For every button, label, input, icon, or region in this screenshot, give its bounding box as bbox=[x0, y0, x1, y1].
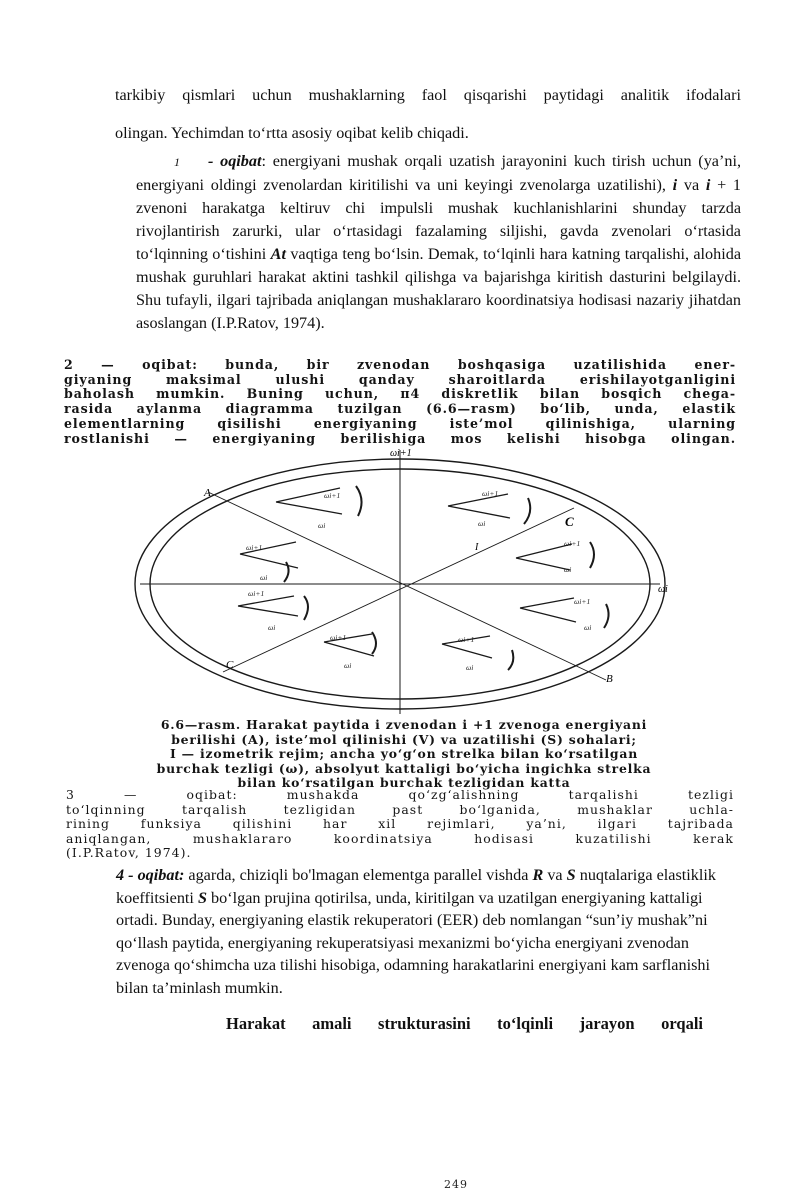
consequence-2-scan-text bbox=[64, 358, 736, 446]
var-r: R bbox=[532, 866, 544, 884]
omega-label: ωi bbox=[268, 623, 276, 632]
region-c-bottom-label: C bbox=[226, 659, 234, 671]
scan-line: to‘lqinning tarqalish tezligidan past bo‘lganida, mushaklar uchla- bbox=[66, 801, 734, 817]
omega-label: ωi+1 bbox=[248, 589, 265, 598]
consequence-4-label: 4 - oqibat: bbox=[116, 866, 185, 884]
omega-label: ωi bbox=[466, 663, 474, 672]
omega-label: ωi bbox=[478, 519, 486, 528]
word-va: va bbox=[547, 866, 563, 884]
scan-line: aniqlangan, mushaklararo koordinatsiya hodisasi kuzatilishi kerak bbox=[66, 830, 734, 846]
consequence-1-paragraph bbox=[136, 150, 741, 335]
consequence-4-text-a: agarda, chiziqli bo'lmagan elementga parallel vishda bbox=[188, 866, 529, 884]
consequence-3-scan-text bbox=[66, 788, 734, 861]
region-i-label: I bbox=[475, 542, 479, 553]
consequence-1-text-b: + 1 zvenoni harakatga keltiruv chi impulsli mushak kuchlanishlarini shunday tarzda rivojlantirish zarurki, ular o‘rtasidagi fazalaming siljishi, gavda zvenolari o‘rtasida to‘lqinning o‘tishini bbox=[136, 176, 741, 263]
consequence-4-paragraph bbox=[116, 864, 740, 999]
var-i: i bbox=[705, 176, 711, 194]
consequence-1-number: 1 bbox=[174, 155, 180, 169]
intro-paragraph bbox=[115, 76, 741, 152]
scan-line: 2 — oqibat: bunda, bir zvenodan boshqasiga uzatilishida ener- bbox=[64, 357, 736, 372]
var-s: S bbox=[566, 866, 576, 884]
diagonal-2 bbox=[223, 508, 574, 672]
caption-line: I — izometrik rejim; ancha yo‘g‘on strelka bilan ko‘rsatilgan bbox=[169, 746, 639, 761]
caption-line: berilishi (A), iste’mol qilinishi (V) va uzatilishi (S) sohalari; bbox=[171, 731, 637, 747]
consequence-1-text-a: : energiyani mushak orqali uzatish jarayonini kuch tirish uchun (ya’ni, energiyani oldingi zvenolardan kiritilishi va uni keyingi zvenolarga uzatilishi), bbox=[136, 152, 741, 194]
region-a-label: A bbox=[204, 487, 211, 499]
region-b-label: B bbox=[606, 673, 613, 685]
page-number: 249 bbox=[444, 1178, 468, 1191]
scan-line: rining funksiya qilishini har xil rejimlari, ya’ni, ilgari tajribada bbox=[66, 816, 734, 832]
omega-label: ωi bbox=[564, 565, 572, 574]
word-va: va bbox=[683, 176, 700, 194]
omega-label: ωi+1 bbox=[324, 491, 341, 500]
omega-label: ωi+1 bbox=[564, 539, 581, 548]
consequence-1-text-c: vaqtiga teng bo‘lsin. Demak, to‘lqinli hara katning tarqalishi, alohida mushak guruhlari harakat aktini tashkil qilishga va bajarishga kiritish dasturini belgilaydi. Shu tufayli, ilgari tajribada aniqlangan mushaklararo koordinatsiya hodisasi nazariy jihatdan asoslangan (I.P.Ratov, 1974). bbox=[136, 245, 742, 332]
consequence-4-text-b: nuqtalariga elastiklik koeffitsienti bbox=[116, 866, 716, 907]
omega-label: ωi+1 bbox=[330, 633, 347, 642]
caption-line: 6.6—rasm. Harakat paytida i zvenodan i +1 zvenoga energiyani bbox=[160, 717, 648, 732]
energy-circle-diagram bbox=[128, 446, 676, 718]
omega-label: ωi bbox=[584, 623, 592, 632]
intro-line-1: tarkibiy qismlari uchun mushaklarning faol qisqarishi paytidagi analitik ifodalari bbox=[115, 86, 741, 104]
scan-line: rostlanishi — energiyaning berilishiga mos kelishi hisobga olingan. bbox=[64, 430, 736, 446]
scan-line: rasida aylanma diagramma tuzilgan (6.6—rasm) bo‘lib, unda, elastik bbox=[64, 401, 736, 417]
consequence-4-text-c: bo‘lgan prujina qotirilsa, unda, kiritilgan va uzatilgan energiyaning kattaligi ortadi. Bunday, energiyaning elastik rekuperatori (EER) deb nomlangan “sun’iy mushak”ni qo‘llash paytida, energiyaning rekuperatsiyasi mexanizmi bo‘yicha energiyani zvenodan zvenoga qo‘shimcha uza tilishi hisobiga, odamning harakatlarini energiyani kam sarflanishi bilan ta’minlash mumkin. bbox=[116, 888, 710, 997]
omega-label: ωi bbox=[344, 661, 352, 670]
omega-label: ωi+1 bbox=[482, 489, 499, 498]
scan-line: (I.P.Ratov, 1974). bbox=[66, 845, 192, 861]
section-heading: Harakat amali strukturasini to‘lqinli jarayon orqali bbox=[226, 1014, 703, 1033]
consequence-1-label: - oqibat bbox=[208, 152, 262, 170]
scan-line: 3 — oqibat: mushakda qo‘zg‘alishning tarqalishi tezligi bbox=[66, 787, 734, 802]
caption-line: burchak tezligi (ω), absolyut kattaligi bo‘yicha ingichka strelka bbox=[156, 760, 652, 776]
region-c-top-label: C bbox=[565, 514, 574, 529]
omega-label: ωi bbox=[318, 521, 326, 530]
axis-right-label: ωi bbox=[658, 584, 668, 595]
scan-line: elementlarning qisilishi energiyaning iste’mol qilinishiga, ularning bbox=[64, 415, 736, 431]
axis-top-label: ωi+1 bbox=[390, 448, 412, 459]
omega-label: ωi bbox=[260, 573, 268, 582]
var-i: i bbox=[672, 176, 678, 194]
omega-label: ωi+1 bbox=[246, 543, 263, 552]
var-s: S bbox=[197, 888, 207, 907]
scan-line: giyaning maksimal ulushi qanday sharoitlarda erishilayotganligini bbox=[64, 371, 736, 387]
scan-line: baholash mumkin. Buning uchun, π4 diskretlik bilan bosqich chega- bbox=[64, 386, 736, 402]
figure-caption bbox=[84, 718, 724, 791]
var-at: At bbox=[270, 245, 286, 263]
omega-label: ωi+1 bbox=[458, 635, 475, 644]
omega-label: ωi+1 bbox=[574, 597, 591, 606]
intro-line-2: olingan. Yechimdan to‘rtta asosiy oqibat kelib chiqadi. bbox=[115, 124, 469, 142]
caption-line: bilan ko‘rsatilgan burchak tezligidan katta bbox=[237, 775, 571, 790]
